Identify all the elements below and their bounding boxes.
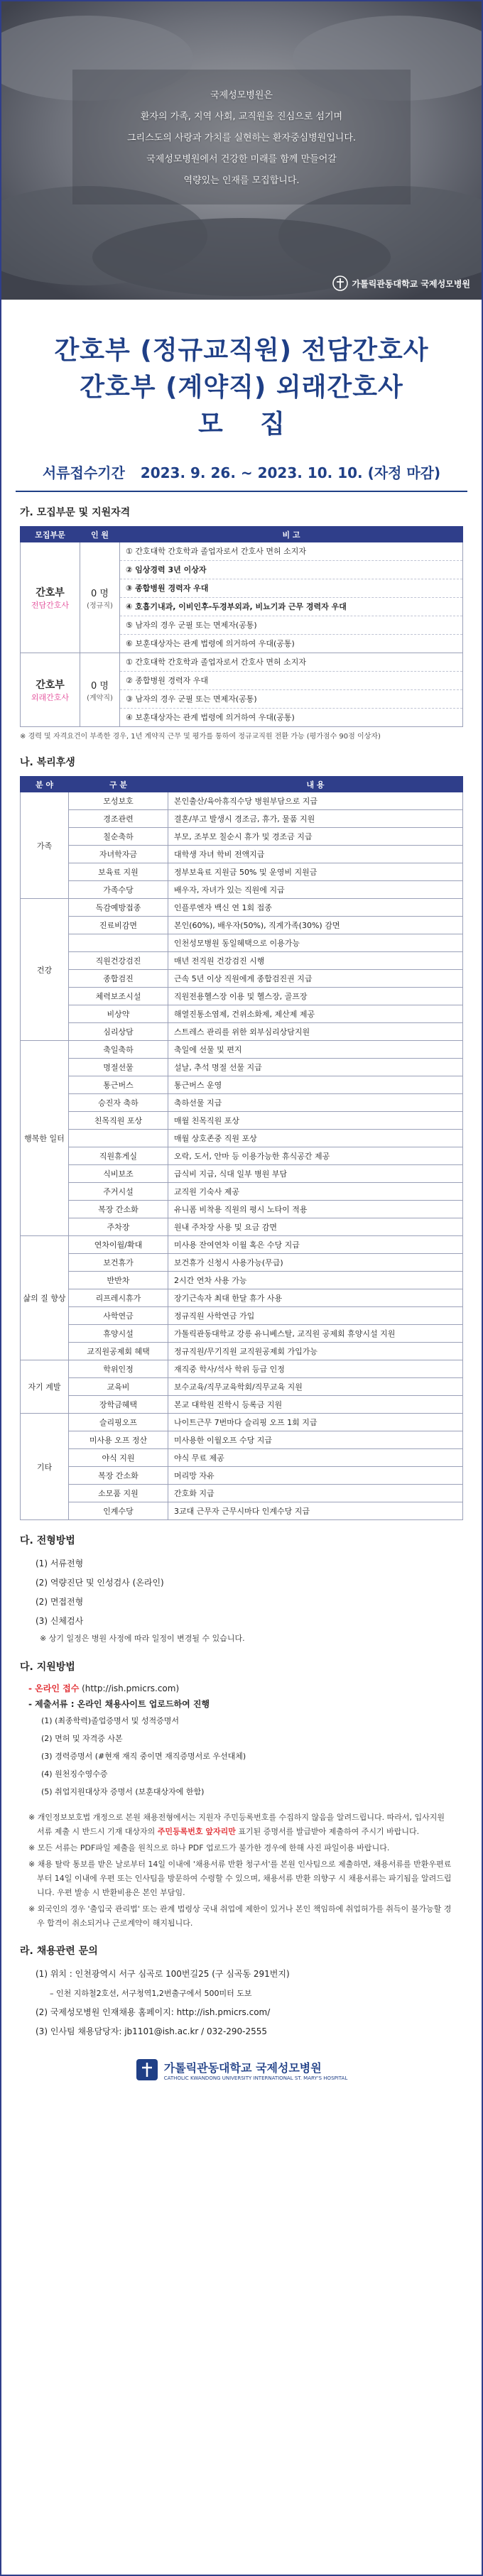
benefit-item: 직원휴게실 (69, 1147, 168, 1165)
benefit-item: 복장 간소화 (69, 1467, 168, 1485)
online-apply (28, 1681, 463, 1696)
benefit-content: 설날, 추석 명절 선물 지급 (168, 1059, 463, 1076)
table-row (21, 988, 463, 1005)
hospital-seal-icon (332, 275, 348, 291)
contact-item: (3) 인사팀 채용담당자: jb1101@ish.ac.kr / 032-290-2555 (36, 2026, 268, 2036)
table-row (21, 1076, 463, 1094)
document-item: (5) 취업지원대상자 증명서 (보훈대상자에 한함) (41, 1787, 205, 1796)
benefit-content: 매월 상호존중 직원 포상 (168, 1130, 463, 1147)
selection-step: (2) 면접전형 (36, 1597, 84, 1607)
benefit-item: 칠순축하 (69, 828, 168, 846)
benefit-content: 본인출산/육아휴직수당 병원부담으로 지급 (168, 792, 463, 810)
benefit-item: 체력보조시설 (69, 988, 168, 1005)
benefit-content: 해열진통소염제, 건위소화제, 제산제 제공 (168, 1005, 463, 1023)
benefit-item: 소모품 지원 (69, 1485, 168, 1502)
contact-item: (1) 위치 : 인천광역시 서구 심곡로 100번길25 (구 심곡동 291번지) (36, 1969, 290, 1979)
benefit-item: 경조관련 (69, 810, 168, 828)
contact-item: – 인천 지하철2호선, 서구청역1,2번출구에서 500미터 도보 (50, 1989, 252, 1998)
requirement: ⑤ 남자의 경우 군필 또는 면제자(공통) (120, 616, 462, 635)
position-sub: 전담간호사 (31, 600, 70, 610)
apply-note: ※ 외국인의 경우 '출입국 관리법' 또는 관계 법령상 국내 취업에 제한이 있거나 본인 책임하에 취업허가를 취득이 불가능할 경우 합격이 취소되거나 근로계약이 해지됩니다. (28, 1904, 452, 1928)
benefit-content: 본인(60%), 배우자(50%), 직계가족(30%) 감면 (168, 917, 463, 934)
table-row (21, 1005, 463, 1023)
selection-step: (3) 신체검사 (36, 1616, 84, 1626)
benefit-content: 오락, 도서, 안마 등 이용가능한 휴식공간 제공 (168, 1147, 463, 1165)
table-row (21, 1449, 463, 1467)
benefit-content: 매년 전직원 건강검진 시행 (168, 952, 463, 970)
hospital-logo-icon (136, 2058, 158, 2081)
table-row (21, 952, 463, 970)
benefit-item: 주거시설 (69, 1183, 168, 1201)
benefit-content: 대학생 자녀 학비 전액지급 (168, 846, 463, 863)
table-header: 분 야 (21, 777, 69, 792)
benefit-content: 미사용 잔여연차 이월 혹은 수당 지급 (168, 1236, 463, 1254)
benefit-category: 행복한 일터 (21, 1041, 69, 1236)
section-contact (20, 1943, 463, 2041)
table-row (21, 1218, 463, 1236)
table-row (21, 1059, 463, 1076)
benefit-content: 2시간 연차 사용 가능 (168, 1272, 463, 1289)
benefit-content: 정규직원/무기직원 교직원공제회 가입가능 (168, 1343, 463, 1360)
benefit-content: 배우자, 자녀가 있는 직원에 지급 (168, 881, 463, 899)
benefit-content: 인플루엔자 백신 연 1회 접종 (168, 899, 463, 917)
benefit-content: 장기근속자 최대 한달 휴가 사용 (168, 1289, 463, 1307)
benefit-item: 보건휴가 (69, 1254, 168, 1272)
requirement: ③ 종합병원 경력자 우대 (120, 579, 462, 598)
table-row (21, 1236, 463, 1254)
benefit-category: 건강 (21, 899, 69, 1041)
benefit-content: 가톨릭관동대학교 강릉 유니베스탈, 교직원 공제회 휴양시설 지원 (168, 1325, 463, 1343)
selection-step: (1) 서류전형 (36, 1559, 84, 1568)
apply-note: ※ 모든 서류는 PDF파일 제출을 원칙으로 하나 PDF 업로드가 불가한 경우에 한해 사진 파일이용 바랍니다. (28, 1843, 390, 1852)
benefit-content: 보수교육/직무교육학회/직무교육 지원 (168, 1378, 463, 1396)
benefit-content: 머리망 자유 (168, 1467, 463, 1485)
benefit-item: 식비보조 (69, 1165, 168, 1183)
benefit-item: 사학연금 (69, 1307, 168, 1325)
benefit-content: 부모, 조부모 칠순시 휴가 및 경조금 지급 (168, 828, 463, 846)
benefit-item: 야식 지원 (69, 1449, 168, 1467)
benefit-content: 통근버스 운영 (168, 1076, 463, 1094)
table-row (21, 1130, 463, 1147)
document-item: (2) 면허 및 자격증 사본 (41, 1734, 123, 1743)
benefit-content: 급식비 지급, 식대 일부 병원 부담 (168, 1165, 463, 1183)
title-line-2: 간호부 (계약직) 외래간호사 (80, 373, 403, 402)
benefit-item (69, 934, 168, 952)
hero-line: 국제성모병원은 (210, 90, 273, 101)
benefit-item: 통근버스 (69, 1076, 168, 1094)
benefit-item: 종합검진 (69, 970, 168, 988)
table-row (21, 1502, 463, 1520)
apply-note (28, 1811, 455, 1839)
benefit-item: 휴양시설 (69, 1325, 168, 1343)
table-row (21, 1485, 463, 1502)
benefit-content: 원내 주차장 사용 및 요금 감면 (168, 1218, 463, 1236)
section-heading: 나. 복리후생 (20, 757, 75, 768)
table-row (21, 1396, 463, 1414)
benefit-item: 심리상담 (69, 1023, 168, 1041)
position-sub: 외래간호사 (31, 692, 70, 702)
benefit-item: 슬리핑오프 (69, 1414, 168, 1431)
table-row (21, 1431, 463, 1449)
table-row (21, 1343, 463, 1360)
period-label: 서류접수기간 (42, 464, 125, 481)
position-name: 간호부 (36, 679, 65, 691)
section-heading: 라. 채용관련 문의 (20, 1945, 98, 1957)
table-row (21, 828, 463, 846)
table-row (21, 1112, 463, 1130)
benefit-item: 학위인정 (69, 1360, 168, 1378)
table-row (21, 1289, 463, 1307)
requirement: ④ 호흡기내과, 이비인후-두경부외과, 비뇨기과 근무 경력자 우대 (120, 598, 462, 616)
document-item: (3) 경력증명서 (#현재 재직 중이면 재직증명서로 우선대체) (41, 1752, 246, 1761)
selection-step: (2) 역량진단 및 인성검사 (온라인) (36, 1578, 164, 1588)
hero-line: 그리스도의 사랑과 가치를 실현하는 환자중심병원입니다. (126, 133, 357, 143)
title-block (1, 300, 482, 443)
section-positions (20, 505, 463, 742)
table-header: 인 원 (80, 527, 120, 542)
position-type: (정규직) (87, 601, 113, 610)
table-row (21, 1041, 463, 1059)
selection-note: ※ 상기 일정은 병원 사정에 따라 일정이 변경될 수 있습니다. (40, 1634, 245, 1643)
benefit-category: 기타 (21, 1414, 69, 1520)
hero-message (1, 85, 482, 192)
benefit-item: 리프레시휴가 (69, 1289, 168, 1307)
contact-item: (2) 국제성모병원 인재채용 홈페이지: http://ish.pmicrs.com/ (36, 2007, 271, 2017)
document-item: (1) (최종학력)졸업증명서 및 성적증명서 (41, 1716, 180, 1725)
benefit-content: 나이트근무 7번마다 슬리핑 오프 1회 지급 (168, 1414, 463, 1431)
positions-note: ※ 경력 및 자격요건이 부족한 경우, 1년 계약직 근무 및 평가를 통하여 정규교직원 전환 가능 (평가점수 90점 이상자) (20, 733, 381, 741)
requirement: ② 종합병원 경력자 우대 (120, 672, 462, 690)
section-heading: 가. 모집부문 및 지원자격 (20, 507, 131, 518)
section-benefits (20, 755, 463, 1520)
hero-line: 환자의 가족, 지역 사회, 교직원을 진심으로 섬기며 (140, 111, 343, 122)
table-row (21, 542, 463, 653)
benefit-content: 직원전용헬스장 이용 및 헬스장, 골프장 (168, 988, 463, 1005)
benefit-content: 근속 5년 이상 직원에게 종합검진권 지급 (168, 970, 463, 988)
hero-logo (332, 275, 470, 291)
benefit-category: 자기 계발 (21, 1360, 69, 1414)
requirement: ① 간호대학 간호학과 졸업자로서 간호사 면허 소지자 (120, 653, 462, 672)
table-header: 구 분 (69, 777, 168, 792)
benefit-item: 장학금혜택 (69, 1396, 168, 1414)
benefit-content: 간호화 지급 (168, 1485, 463, 1502)
footer-logo (1, 2058, 482, 2081)
benefit-content: 미사용한 이월오프 수당 지급 (168, 1431, 463, 1449)
benefit-item: 미사용 오프 정산 (69, 1431, 168, 1449)
table-row (21, 1183, 463, 1201)
requirement: ② 임상경력 3년 이상자 (120, 561, 462, 579)
benefit-item: 교직원공제회 혜택 (69, 1343, 168, 1360)
table-row (21, 917, 463, 934)
benefit-content: 축일에 선물 및 편지 (168, 1041, 463, 1059)
requirement: ① 간호대학 간호학과 졸업자로서 간호사 면허 소지자 (120, 542, 462, 561)
benefit-content: 유니폼 비착용 직원의 평시 노타이 적용 (168, 1201, 463, 1218)
table-row (21, 899, 463, 917)
table-header: 비 고 (120, 527, 463, 542)
table-header: 내 용 (168, 777, 463, 792)
online-apply-link[interactable]: (http://ish.pmicrs.com) (82, 1683, 180, 1693)
benefit-item: 연차이월/확대 (69, 1236, 168, 1254)
requirement: ④ 보훈대상자는 관계 법령에 의거하여 우대(공통) (126, 713, 295, 722)
requirement: ⑥ 보훈대상자는 관계 법령에 의거하여 우대(공통) (126, 639, 295, 648)
apply-notes (28, 1811, 455, 1931)
benefit-item: 자녀학자금 (69, 846, 168, 863)
benefit-item: 명절선물 (69, 1059, 168, 1076)
submit-intro: - 제출서류 : 온라인 채용사이트 업로드하여 진행 (28, 1699, 210, 1709)
benefits-table (20, 776, 463, 1520)
table-row (21, 1414, 463, 1431)
hero-banner (1, 1, 482, 300)
benefit-item: 복장 간소화 (69, 1201, 168, 1218)
table-row (21, 846, 463, 863)
benefit-content: 매월 친목직원 포상 (168, 1112, 463, 1130)
benefit-item: 교육비 (69, 1378, 168, 1396)
benefit-item: 모성보호 (69, 792, 168, 810)
benefit-content: 교직원 기숙사 제공 (168, 1183, 463, 1201)
benefit-content: 정부보육료 지원금 50% 및 운영비 지원금 (168, 863, 463, 881)
table-row (21, 653, 463, 727)
benefit-item: 보육료 지원 (69, 863, 168, 881)
benefit-category: 삶의 질 향상 (21, 1236, 69, 1360)
footer-name: 가톨릭관동대학교 국제성모병원 (163, 2061, 322, 2075)
table-header: 모집부문 (21, 527, 80, 542)
table-row (21, 1467, 463, 1485)
hero-line: 역량있는 인재를 모집합니다. (183, 175, 300, 186)
benefit-item: 친목직원 포상 (69, 1112, 168, 1130)
table-row (21, 1023, 463, 1041)
benefit-item (69, 1130, 168, 1147)
online-apply-label: - 온라인 접수 (28, 1683, 80, 1693)
section-apply (20, 1659, 463, 1931)
benefit-item: 진료비감면 (69, 917, 168, 934)
hero-logo-text: 가톨릭관동대학교 국제성모병원 (352, 278, 470, 289)
apply-note-text: 표기된 증명서를 발급받아 제출하여 주시기 바랍니다. (235, 1827, 420, 1836)
table-row (21, 792, 463, 810)
table-row (21, 1272, 463, 1289)
section-heading: 다. 지원방법 (20, 1661, 75, 1673)
benefit-content: 축하선물 지급 (168, 1094, 463, 1112)
apply-note-text: ※ 개인정보보호법 개정으로 본원 채용전형에서는 지원자 주민등록번호를 수집하지 않음을 알려드립니다. 따라서, 입사지원 서류 제출 시 반드시 기재 대상자의 (28, 1813, 445, 1836)
benefit-item: 직원건강검진 (69, 952, 168, 970)
benefit-content: 3교대 근무자 근무시마다 인계수당 지급 (168, 1502, 463, 1520)
title-line-3: 모 집 (197, 410, 300, 439)
position-count: 0 명 (91, 588, 109, 599)
benefit-content: 보건휴가 신청시 사용가능(무급) (168, 1254, 463, 1272)
period-value: 2023. 9. 26. ~ 2023. 10. 10. (자정 마감) (140, 464, 441, 481)
benefit-content: 야식 무료 제공 (168, 1449, 463, 1467)
benefit-item: 반반차 (69, 1272, 168, 1289)
title-line-1: 간호부 (정규교직원) 전담간호사 (54, 336, 429, 365)
footer-english-name: CATHOLIC KWANDONG UNIVERSITY INTERNATIONAL ST. MARY'S HOSPITAL (163, 2075, 348, 2081)
hero-line: 국제성모병원에서 건강한 미래를 함께 만들어갈 (146, 154, 337, 165)
positions-table (20, 526, 463, 727)
apply-note: ※ 채용 탈락 통보를 받은 날로부터 14일 이내에 '채용서류 반환 청구서'를 본원 인사팀으로 제출하면, 채용서류를 반환우편료부터 14일 이내에 우편 또는 인사팀을 방문하여 수령할 수 있으며, 채용서류 반환 의향구 시 채용서류는 파기됨을 알려드립니다. 우편 발송 시 반환비용은 본인 부담임. (28, 1860, 452, 1897)
table-row (21, 1165, 463, 1183)
application-period (16, 462, 467, 492)
table-row (21, 1325, 463, 1343)
section-selection (20, 1533, 463, 1647)
benefit-content: 본교 대학원 진학시 등록금 지원 (168, 1396, 463, 1414)
table-row (21, 934, 463, 952)
benefit-item: 가족수당 (69, 881, 168, 899)
benefit-content: 재직중 학사/석사 학위 등급 인정 (168, 1360, 463, 1378)
benefit-item: 승진자 축하 (69, 1094, 168, 1112)
benefit-content: 스트레스 관리를 위한 외부심리상담지원 (168, 1023, 463, 1041)
table-row (21, 881, 463, 899)
document-item: (4) 원천징수영수증 (41, 1769, 108, 1779)
benefit-item: 비상약 (69, 1005, 168, 1023)
requirement: ③ 남자의 경우 군필 또는 면제자(공통) (120, 690, 462, 709)
position-name: 간호부 (36, 586, 65, 599)
benefit-content: 결혼/부고 발생시 경조금, 휴가, 물품 지원 (168, 810, 463, 828)
table-row (21, 1094, 463, 1112)
table-row (21, 1147, 463, 1165)
table-row (21, 1307, 463, 1325)
table-row (21, 970, 463, 988)
benefit-item: 인계수당 (69, 1502, 168, 1520)
table-row (21, 810, 463, 828)
table-row (21, 1254, 463, 1272)
table-row (21, 863, 463, 881)
table-row (21, 1378, 463, 1396)
position-type: (계약직) (87, 694, 113, 702)
benefit-content: 정규직원 사학연금 가입 (168, 1307, 463, 1325)
benefit-item: 독감예방접종 (69, 899, 168, 917)
apply-note-highlight: 주민등록번호 앞자리만 (157, 1827, 236, 1836)
position-count: 0 명 (91, 680, 109, 692)
section-heading: 다. 전형방법 (20, 1535, 75, 1546)
benefit-category: 가족 (21, 792, 69, 899)
table-row (21, 1201, 463, 1218)
table-row (21, 1360, 463, 1378)
benefit-content: 인천성모병원 동일혜택으로 이용가능 (168, 934, 463, 952)
benefit-item: 주차장 (69, 1218, 168, 1236)
benefit-item: 축일축하 (69, 1041, 168, 1059)
